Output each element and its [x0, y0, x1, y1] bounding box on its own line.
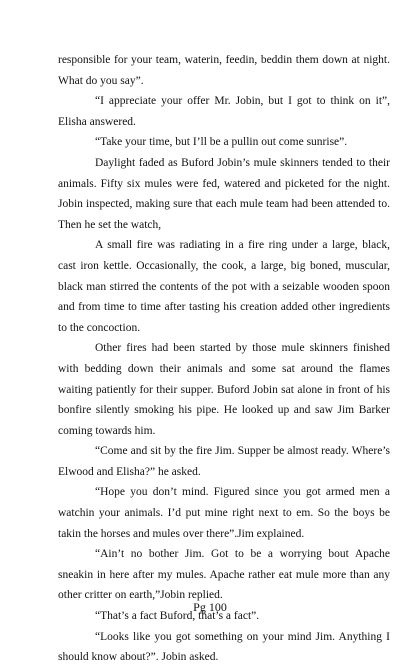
paragraph: “That’s a fact Buford, that’s a fact”.: [95, 610, 260, 623]
paragraph: “Hope you don’t mind. Figured since you got armed men a watchin your animals. I’d put mine right next to em. So the boys be takin the horses and mules over there”.Jim explained.: [58, 486, 390, 540]
paragraph: A small fire was radiating in a fire ring under a large, black, cast iron kettle. Occasionally, the cook, a large, big boned, muscular, black man stirred the contents of the pot with a seizable wooden spoon and from time to time after tasting his creation added other ingredients to the concoction.: [58, 239, 390, 334]
paragraph: responsible for your team, waterin, feedin, beddin them down at night. What do you say”.: [58, 54, 390, 87]
paragraph: “Come and sit by the fire Jim. Supper be almost ready. Where’s Elwood and Elisha?” he asked.: [58, 445, 390, 478]
page-number: Pg 100: [193, 600, 227, 614]
paragraph: Daylight faded as Buford Jobin’s mule skinners tended to their animals. Fifty six mules were fed, watered and picketed for the night. Jobin inspected, making sure that each mule team had been attended to. Then he set the watch,: [58, 156, 390, 231]
paragraph: “I appreciate your offer Mr. Jobin, but I got to think on it”, Elisha answered.: [58, 95, 390, 128]
paragraph: “Take your time, but I’ll be a pullin out come sunrise”.: [95, 136, 348, 149]
body-text: [58, 50, 390, 668]
paragraph: Other fires had been started by those mule skinners finished with bedding down their animals and some sat around the flames waiting patiently for their supper. Buford Jobin sat alone in front of his bonfire silently smoking his pipe. He looked up and saw Jim Barker coming towards him.: [58, 342, 390, 437]
paragraph: “Looks like you got something on your mind Jim. Anything I should know about?”. Jobin asked.: [58, 630, 390, 664]
paragraph: “Ain’t no bother Jim. Got to be a worrying bout Apache sneakin in here after my mules. Apache rather eat mule more than any other critter on earth,”Jobin replied.: [58, 548, 390, 602]
